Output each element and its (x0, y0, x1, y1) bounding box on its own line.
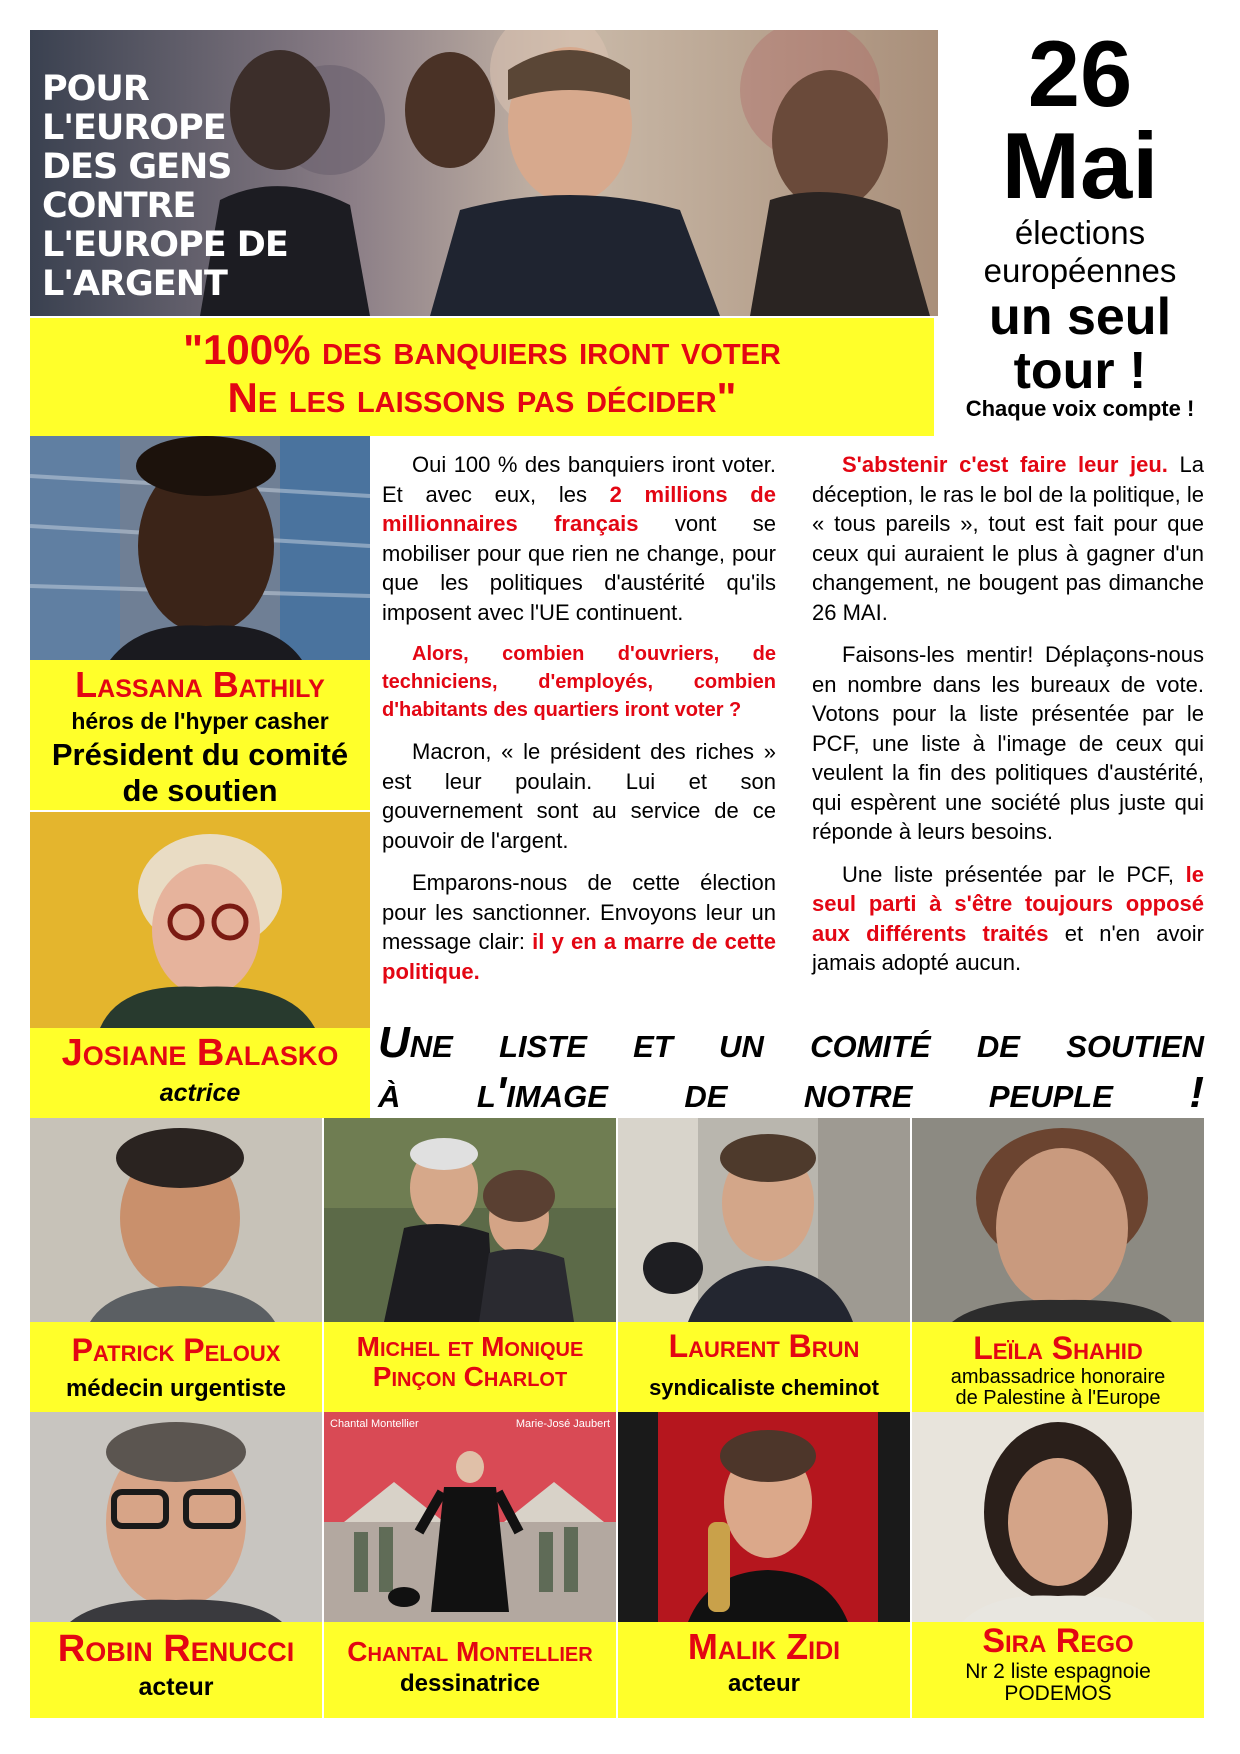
person-role: actrice (159, 1079, 241, 1107)
person-name: Chantal Montellier (347, 1636, 593, 1667)
portrait-leila-shahid (912, 1118, 1204, 1322)
slogan-line: L'ARGENT (42, 264, 227, 304)
person-role: de Palestine à l'Europe (955, 1387, 1161, 1409)
slogan-line: POUR (42, 69, 149, 109)
election-label-line: élections (1014, 214, 1146, 251)
person-name: Pinçon Charlot (372, 1361, 568, 1392)
slogan-line: L'EUROPE DE (42, 225, 288, 265)
person-name: Malik Zidi (687, 1626, 841, 1667)
person-role: Président du comité (51, 737, 349, 772)
section-title-line: Une liste et un comité de soutien (378, 1018, 1204, 1067)
caption-robin-renucci (30, 1622, 322, 1718)
portrait-laurent-brun (618, 1118, 910, 1322)
article-alert: Alors, combien d'ouvriers, de techniciens, d'employés, combien d'habitants des quartiers iront voter ? (382, 643, 776, 721)
hero-slogan (42, 70, 302, 304)
single-round-line: tour ! (1013, 342, 1147, 400)
person-name: Michel et Monique (356, 1331, 584, 1362)
caption-leila-shahid (912, 1322, 1204, 1412)
person-name: Leïla Shahid (973, 1330, 1143, 1366)
article-paragraph: Oui 100 % des banquiers iront voter. Et avec eux, les 2 millions de millionnaires français vont se mobiliser pour que rien ne change, pour que les politiques d'austérité qu'ils imposent avec l'UE continuent. (382, 452, 776, 625)
person-role: acteur (138, 1673, 214, 1701)
person-name: Robin Renucci (57, 1628, 295, 1670)
slogan-line: CONTRE (42, 186, 196, 226)
date-day: 26 (1027, 21, 1133, 126)
person-name: Sira Rego (982, 1622, 1134, 1660)
section-title-line: à l'image de notre peuple ! (378, 1068, 1204, 1117)
every-vote-counts: Chaque voix compte ! (965, 396, 1195, 421)
caption-pincon-charlot (324, 1322, 616, 1412)
caption-laurent-brun (618, 1322, 910, 1412)
portrait-josiane-balasko (30, 812, 370, 1028)
person-role: dessinatrice (399, 1670, 541, 1697)
portrait-robin-renucci (30, 1412, 322, 1622)
date-month: Mai (1001, 113, 1159, 218)
portrait-patrick-peloux (30, 1118, 322, 1322)
article-paragraph: S'abstenir c'est faire leur jeu. La déception, le ras le bol de la politique, le « tous pareils », tout est fait pour que ceux qui auraient le plus à gagner d'un changement, ne bougent pas dimanche 26 MAI. (812, 452, 1204, 625)
person-role: syndicaliste cheminot (649, 1375, 879, 1400)
portrait-malik-zidi (618, 1412, 910, 1622)
election-label (950, 214, 1210, 290)
article-paragraph: Emparons-nous de cette élection pour les sanctionner. Envoyons leur un message clair: il y en a marre de cette politique. (382, 870, 776, 984)
person-role: de soutien (122, 773, 278, 808)
article-column-1 (382, 450, 776, 999)
person-role: ambassadrice honoraire (950, 1366, 1166, 1388)
section-title (378, 1018, 1204, 1118)
article-paragraph: Macron, « le président des riches » est leur poulain. Lui et son gouvernement sont au service de ce pouvoir de l'argent. (382, 739, 776, 853)
person-name: Patrick Peloux (71, 1332, 281, 1368)
person-role: acteur (727, 1670, 801, 1697)
book-cover-chantal-montellier (324, 1412, 616, 1622)
person-name: Lassana Bathily (75, 664, 325, 705)
caption-malik-zidi (618, 1622, 910, 1718)
headline-quote (30, 318, 934, 436)
portrait-sira-rego (912, 1412, 1204, 1622)
quote-line-2: Ne les laissons pas décider" (227, 374, 737, 421)
book-author-2: Marie-José Jaubert (515, 1418, 610, 1430)
caption-lassana-bathily (30, 660, 370, 810)
caption-patrick-peloux (30, 1322, 322, 1412)
person-name: Josiane Balasko (61, 1032, 339, 1074)
slogan-line: L'EUROPE (42, 108, 226, 148)
election-label-line: européennes (983, 252, 1177, 289)
caption-chantal-montellier (324, 1622, 616, 1718)
slogan-line: DES GENS (42, 147, 232, 187)
article-paragraph: Faisons-les mentir! Déplaçons-nous en nombre dans les bureaux de vote. Votons pour la liste présentée par le PCF, une liste à l'image de ceux qui veulent la fin des politiques d'austérité, qui espèrent une société plus juste qui réponde à leurs besoins. (812, 642, 1204, 844)
portrait-pincon-charlot (324, 1118, 616, 1322)
caption-josiane-balasko (30, 1028, 370, 1118)
person-role: médecin urgentiste (65, 1375, 287, 1402)
portrait-lassana-bathily (30, 436, 370, 660)
person-role: Nr 2 liste espagnoie (965, 1660, 1151, 1683)
quote-line-1: "100% des banquiers iront voter (183, 326, 781, 373)
person-name: Laurent Brun (668, 1328, 860, 1364)
book-author-1: Chantal Montellier (330, 1418, 419, 1430)
single-round-label (940, 290, 1220, 398)
person-role: héros de l'hyper casher (71, 708, 329, 734)
person-role: PODEMOS (1004, 1682, 1112, 1705)
caption-sira-rego (912, 1622, 1204, 1718)
article-column-2 (812, 450, 1204, 991)
article-paragraph: Une liste présentée par le PCF, le seul parti à s'être toujours opposé aux différents traités et n'en avoir jamais adopté aucun. (812, 861, 1204, 975)
single-round-line: un seul (988, 288, 1172, 346)
